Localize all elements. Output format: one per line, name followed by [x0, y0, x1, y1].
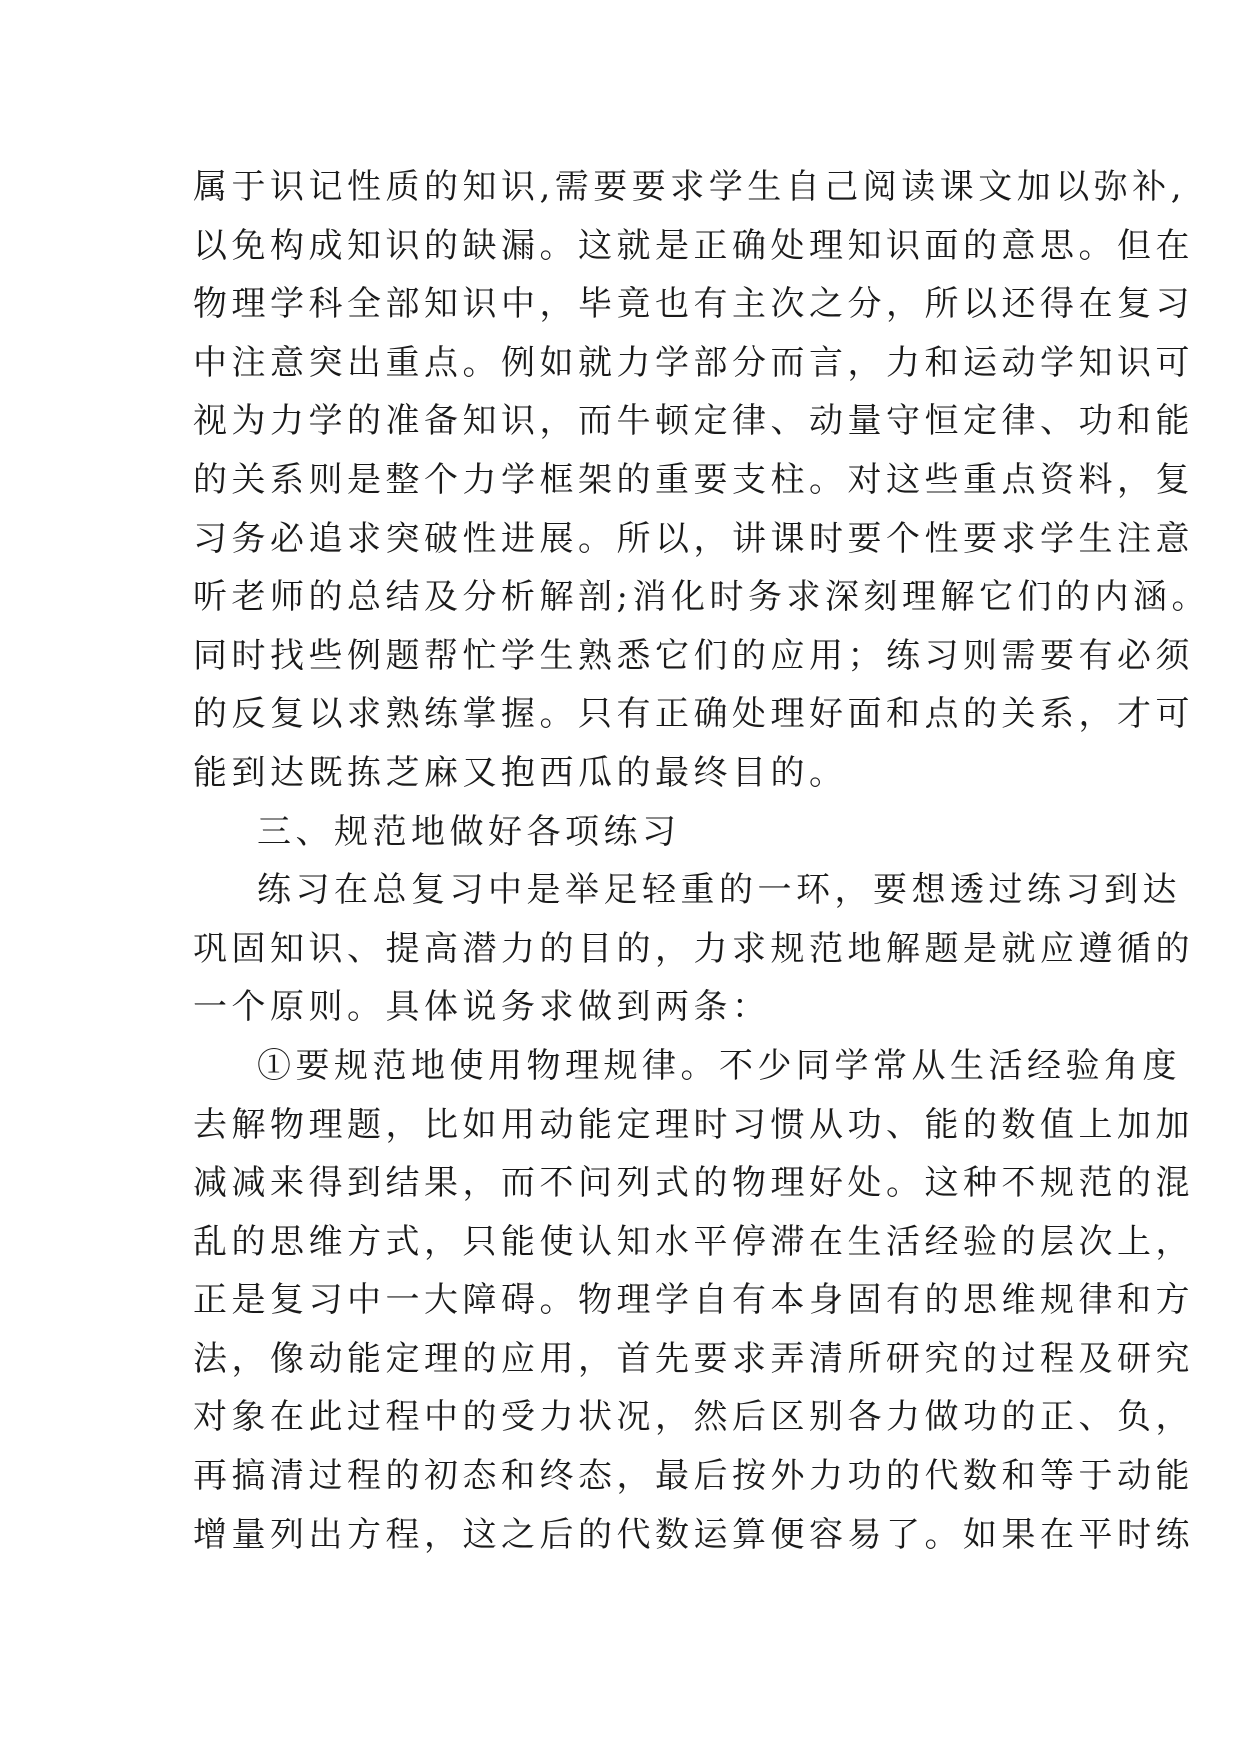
- text-line: 增量列出方程，这之后的代数运算便容易了。如果在平时练: [193, 1514, 1194, 1555]
- text-line: 一个原则。具体说务求做到两条：: [193, 987, 771, 1028]
- text-line: 中注意突出重点。例如就力学部分而言，力和运动学知识可: [193, 342, 1194, 383]
- body-text: [193, 158, 1210, 1564]
- text-line: 以免构成知识的缺漏。这就是正确处理知识面的意思。但在: [193, 225, 1194, 266]
- text-line: 属于识记性质的知识,需要要求学生自己阅读课文加以弥补,: [193, 167, 1187, 207]
- section-heading: 三、规范地做好各项练习: [257, 811, 681, 852]
- paragraph-first-line: ①要规范地使用物理规律。不少同学常从生活经验角度: [257, 1045, 1181, 1086]
- text-line: 正是复习中一大障碍。物理学自有本身固有的思维规律和方: [193, 1280, 1194, 1321]
- text-line: 巩固知识、提高潜力的目的，力求规范地解题是就应遵循的: [193, 928, 1194, 969]
- text-line: 的关系则是整个力学框架的重要支柱。对这些重点资料，复: [193, 459, 1194, 500]
- text-line: 对象在此过程中的受力状况，然后区别各力做功的正、负，: [193, 1397, 1194, 1438]
- text-line: 的反复以求熟练掌握。只有正确处理好面和点的关系，才可: [193, 694, 1194, 735]
- text-line: 去解物理题，比如用动能定理时习惯从功、能的数值上加加: [193, 1104, 1194, 1145]
- text-line: 听老师的总结及分析解剖;消化时务求深刻理解它们的内涵。: [193, 577, 1210, 618]
- text-line: 乱的思维方式，只能使认知水平停滞在生活经验的层次上，: [193, 1221, 1194, 1262]
- text-line: 能到达既拣芝麻又抱西瓜的最终目的。: [193, 752, 848, 793]
- text-line: 再搞清过程的初态和终态，最后按外力功的代数和等于动能: [193, 1456, 1194, 1497]
- text-line: 法，像动能定理的应用，首先要求弄清所研究的过程及研究: [193, 1338, 1194, 1379]
- text-line: 习务必追求突破性进展。所以，讲课时要个性要求学生注意: [193, 518, 1194, 559]
- paragraph-first-line: 练习在总复习中是举足轻重的一环，要想透过练习到达: [257, 870, 1181, 911]
- text-line: 物理学科全部知识中，毕竟也有主次之分，所以还得在复习: [193, 284, 1194, 325]
- text-line: 减减来得到结果，而不问列式的物理好处。这种不规范的混: [193, 1163, 1194, 1204]
- text-line: 视为力学的准备知识，而牛顿定律、动量守恒定律、功和能: [193, 401, 1194, 442]
- text-line: 同时找些例题帮忙学生熟悉它们的应用；练习则需要有必须: [193, 635, 1194, 676]
